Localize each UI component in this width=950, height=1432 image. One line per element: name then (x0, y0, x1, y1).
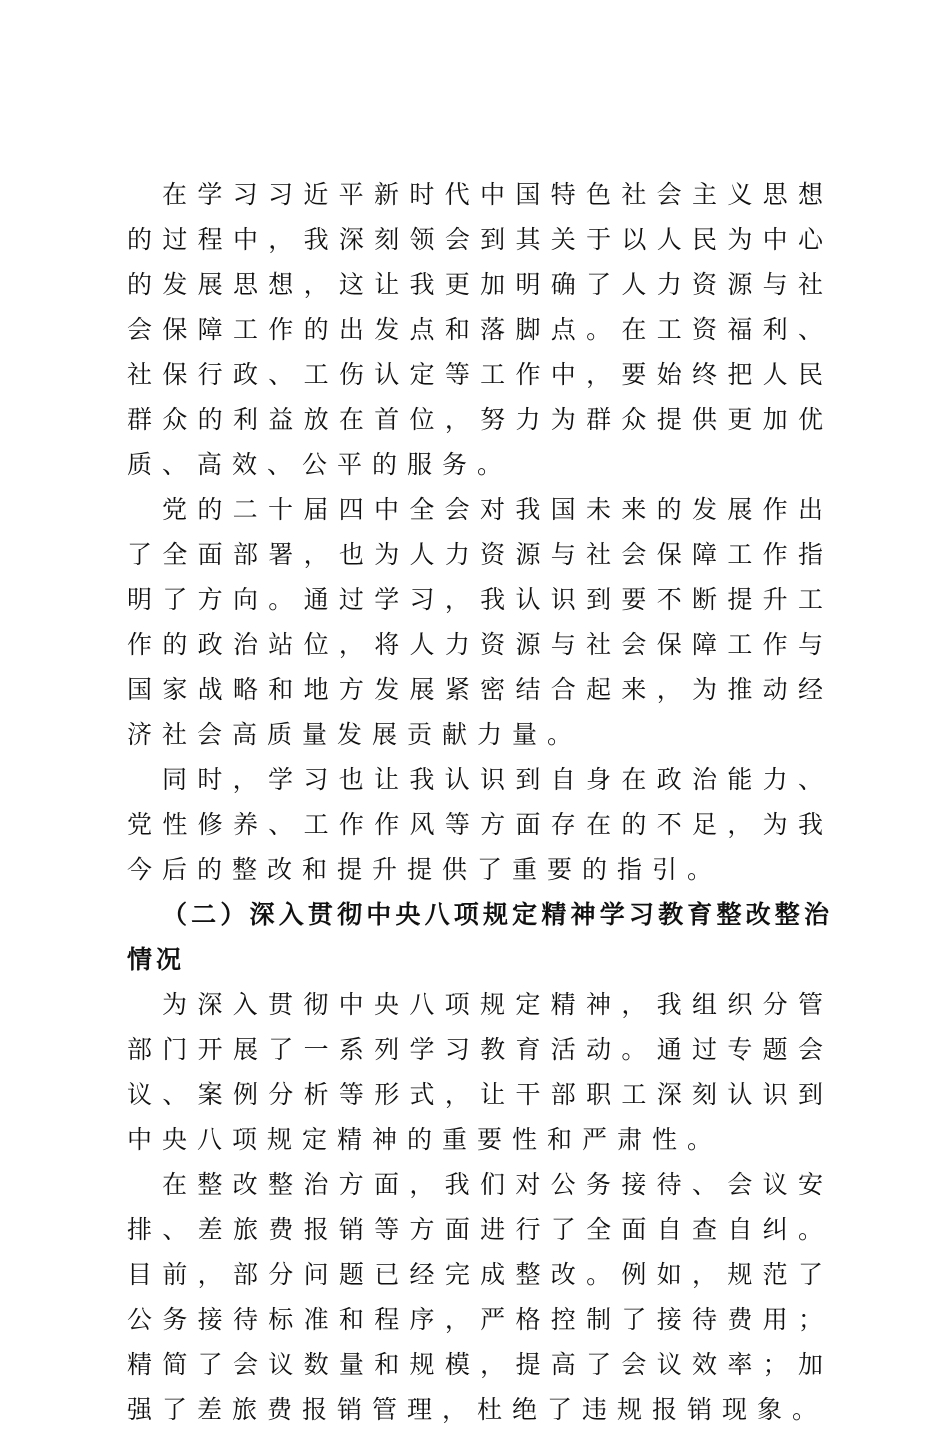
paragraph-study-activities: 为深入贯彻中央八项规定精神，我组织分管部门开展了一系列学习教育活动。通过专题会议、案例分析等形式，让干部职工深刻认识到中央八项规定精神的重要性和严肃性。 (127, 990, 833, 1154)
paragraph-fourth-plenum: 党的二十届四中全会对我国未来的发展作出了全面部署，也为人力资源与社会保障工作指明了方向。通过学习，我认识到要不断提升工作的政治站位，将人力资源与社会保障工作与国家战略和地方发展紧密结合起来，为推动经济社会高质量发展贡献力量。 (127, 495, 833, 749)
paragraph-shortcomings: 同时，学习也让我认识到自身在政治能力、党性修养、工作作风等方面存在的不足，为我今后的整改和提升提供了重要的指引。 (127, 765, 833, 884)
document-page (127, 172, 833, 1432)
paragraph-rectification: 在整改整治方面，我们对公务接待、会议安排、差旅费报销等方面进行了全面自查自纠。目前，部分问题已经完成整改。例如，规范了公务接待标准和程序，严格控制了接待费用；精简了会议数量和规模，提高了会议效率；加强了差旅费报销管理，杜绝了违规报销现象。 (127, 1170, 833, 1424)
paragraph-xi-thought-study: 在学习习近平新时代中国特色社会主义思想的过程中，我深刻领会到其关于以人民为中心的发展思想，这让我更加明确了人力资源与社会保障工作的出发点和落脚点。在工资福利、社保行政、工伤认定等工作中，要始终把人民群众的利益放在首位，努力为群众提供更加优质、高效、公平的服务。 (127, 180, 833, 479)
section-heading-eight-rules: （二）深入贯彻中央八项规定精神学习教育整改整治情况 (127, 900, 833, 974)
